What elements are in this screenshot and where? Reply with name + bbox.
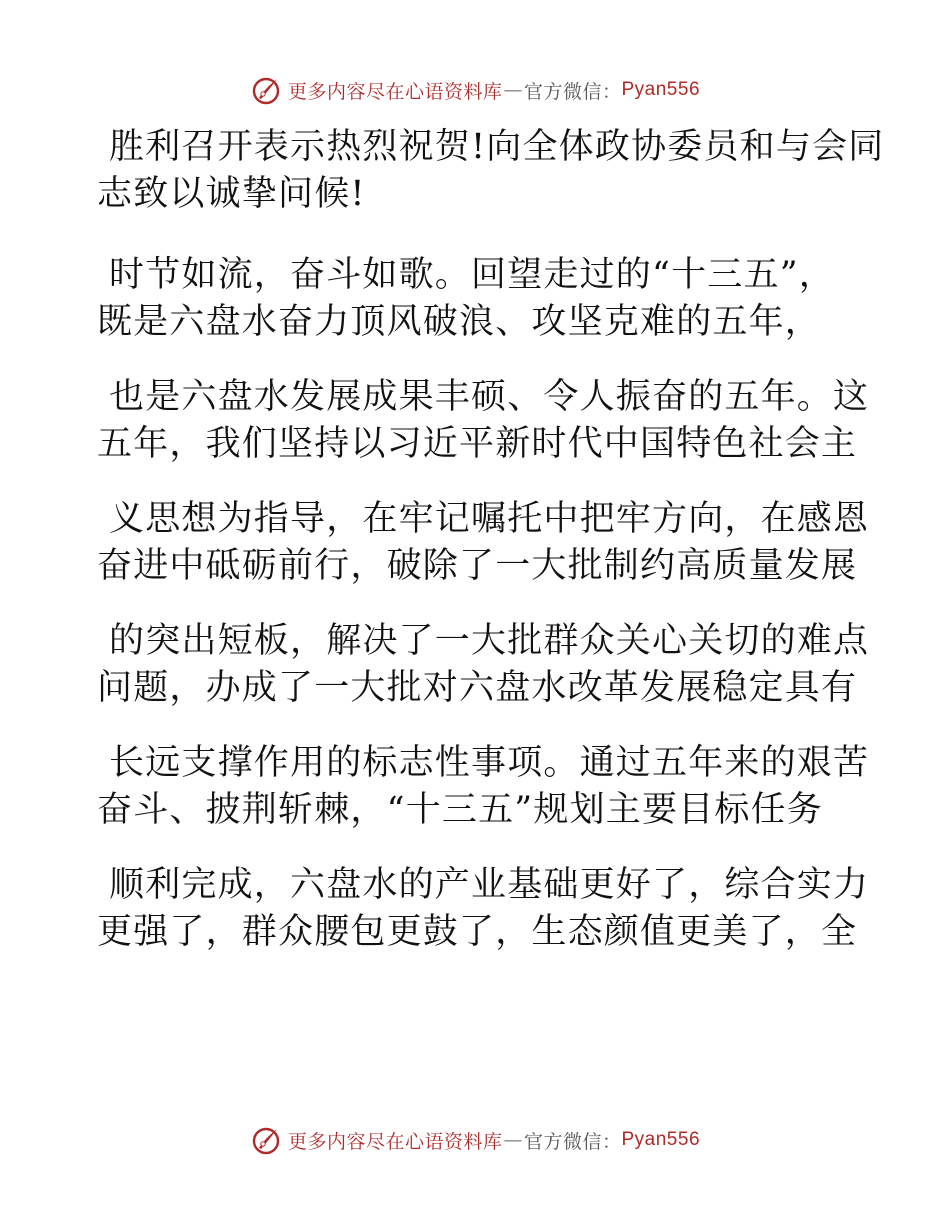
text-line: 五年，我们坚持以习近平新时代中国特色社会主 [97, 424, 858, 464]
watermark-text: 更多内容尽在心语资料库 [287, 80, 503, 103]
text-line: 顺利完成，六盘水的产业基础更好了，综合实力 [109, 865, 870, 905]
text-line: 奋进中砥砺前行，破除了一大批制约高质量发展 [97, 546, 858, 586]
text-line: 的突出短板，解决了一大批群众关心关切的难点 [109, 621, 870, 661]
text-line: 志致以诚挚问候! [97, 174, 366, 214]
watermark-dash: — [503, 1129, 523, 1151]
text-line: 胜利召开表示热烈祝贺!向全体政协委员和与会同 [109, 127, 885, 167]
watermark-wechat-id: Pyan556 [621, 79, 701, 100]
watermark-text: 更多内容尽在心语资料库 [287, 1130, 503, 1153]
text-line: 更强了，群众腰包更鼓了，生态颜值更美了，全 [97, 912, 858, 952]
watermark-official-label: 官方微信： [523, 80, 622, 103]
quill-seal-icon [250, 1124, 282, 1156]
text-line: 时节如流，奋斗如歌。回望走过的“十三五”， [109, 255, 835, 295]
watermark-wechat-id: Pyan556 [621, 1129, 701, 1150]
watermark-dash: — [503, 79, 523, 101]
text-line: 问题，办成了一大批对六盘水改革发展稳定具有 [97, 668, 858, 708]
text-line: 奋斗、披荆斩棘，“十三五”规划主要目标任务 [97, 790, 823, 830]
header-watermark [0, 70, 950, 110]
footer-watermark [0, 1120, 950, 1160]
text-line: 既是六盘水奋力顶风破浪、攻坚克难的五年， [97, 302, 822, 342]
text-line: 也是六盘水发展成果丰硕、令人振奋的五年。这 [109, 377, 870, 417]
quill-seal-icon [250, 74, 282, 106]
text-line: 义思想为指导，在牢记嘱托中把牢方向，在感恩 [109, 499, 870, 539]
text-line: 长远支撑作用的标志性事项。通过五年来的艰苦 [109, 743, 870, 783]
watermark-official-label: 官方微信： [523, 1130, 622, 1153]
document-body [97, 124, 885, 956]
